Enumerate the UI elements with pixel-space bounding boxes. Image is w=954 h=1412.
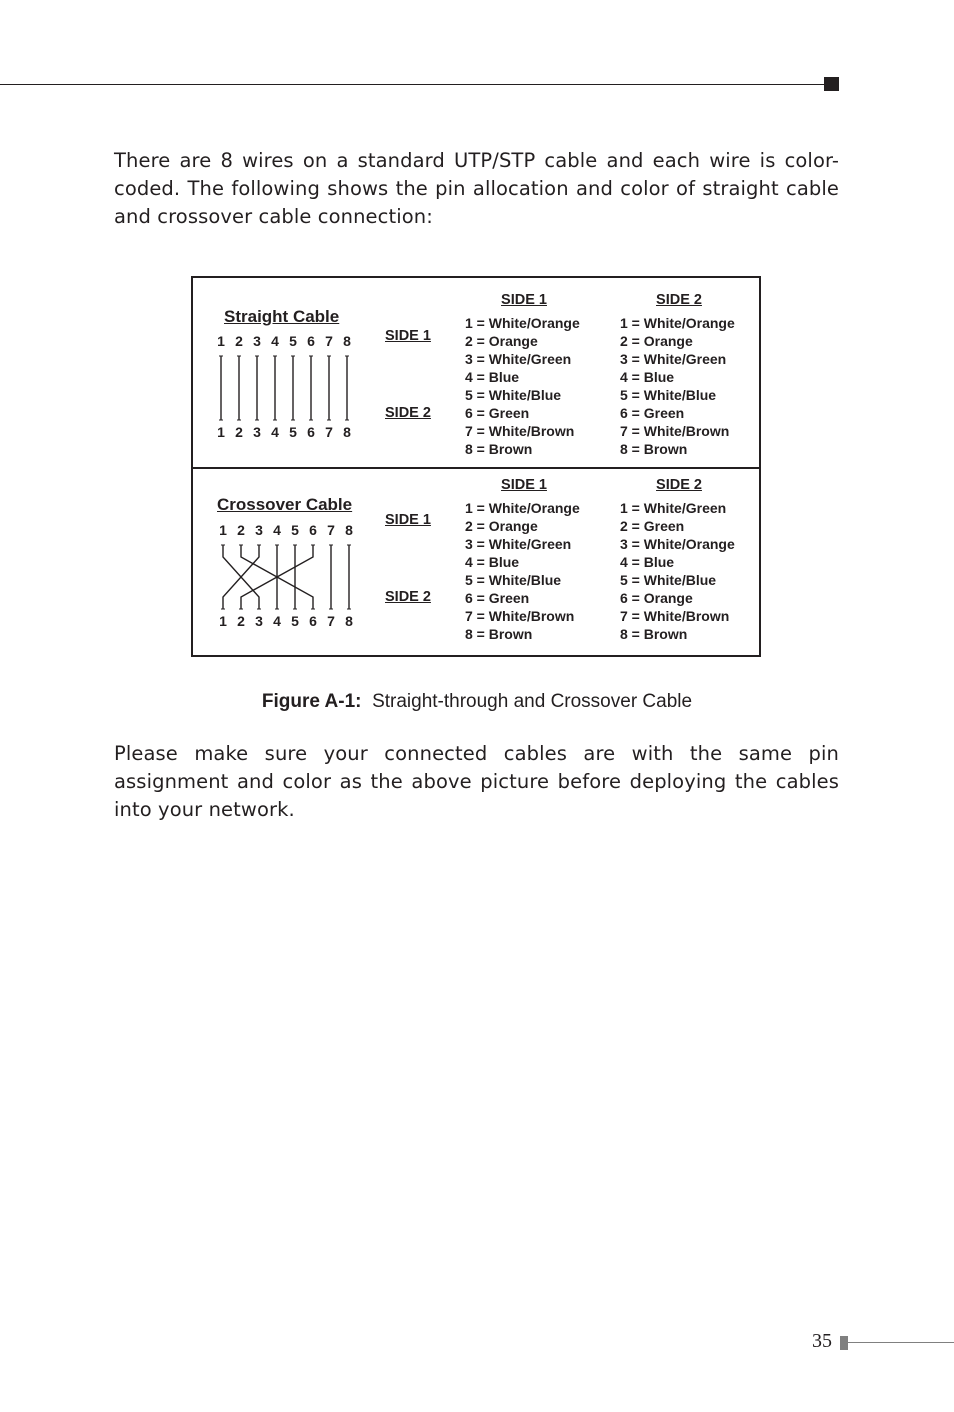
crossover-bottom-pin-5: 5	[291, 613, 299, 629]
straight-top-pin-4: 4	[271, 333, 279, 349]
pin-entry: 2 = Green	[620, 518, 685, 534]
pin-entry: 6 = Green	[465, 405, 530, 421]
header-rule	[0, 84, 828, 85]
pin-entry: 7 = White/Brown	[465, 608, 575, 624]
crossover-cable-title: Crossover Cable	[217, 495, 353, 514]
straight-side1-pin-list	[465, 314, 580, 458]
pin-entry: 3 = White/Green	[620, 351, 727, 367]
pin-entry: 8 = Brown	[465, 441, 533, 457]
intro-paragraph: There are 8 wires on a standard UTP/STP cable and each wire is color-coded. The following shows the pin allocation and color of straight cable and crossover cable connection:	[114, 149, 839, 228]
crossover-top-pin-8: 8	[345, 522, 353, 538]
straight-wiring-diagram	[211, 334, 371, 444]
straight-top-pin-8: 8	[343, 333, 351, 349]
straight-top-pin-2: 2	[235, 333, 243, 349]
crossover-top-pin-6: 6	[309, 522, 317, 538]
straight-side2-pin-list	[620, 314, 735, 458]
pin-entry: 7 = White/Brown	[620, 608, 730, 624]
caption-text: Straight-through and Crossover Cable	[372, 691, 693, 712]
pin-entry: 2 = Orange	[620, 333, 693, 349]
pin-entry: 3 = White/Orange	[620, 536, 735, 552]
header-square-marker	[824, 77, 839, 91]
pin-entry: 5 = White/Blue	[620, 387, 717, 403]
crossover-wiring-diagram	[213, 523, 373, 633]
figure-caption	[0, 691, 954, 713]
crossover-side1-pin-list	[465, 499, 580, 643]
straight-bottom-pin-3: 3	[253, 424, 261, 440]
pin-entry: 6 = Orange	[620, 590, 693, 606]
pin-entry: 1 = White/Green	[620, 500, 727, 516]
pin-entry: 3 = White/Green	[465, 536, 572, 552]
crossover-bottom-pin-1: 1	[219, 613, 227, 629]
pin-entry: 5 = White/Blue	[620, 572, 717, 588]
panel-divider	[193, 467, 759, 469]
pin-entry: 6 = Green	[620, 405, 685, 421]
crossover-top-pin-1: 1	[219, 522, 227, 538]
straight-side2-label: SIDE 2	[385, 405, 431, 421]
caption-label: Figure A-1:	[261, 691, 362, 712]
straight-bottom-pin-8: 8	[343, 424, 351, 440]
straight-bottom-pin-7: 7	[325, 424, 333, 440]
straight-bottom-pin-4: 4	[271, 424, 279, 440]
pin-entry: 7 = White/Brown	[620, 423, 730, 439]
crossover-bottom-pin-4: 4	[273, 613, 281, 629]
crossover-top-pin-5: 5	[291, 522, 299, 538]
crossover-bottom-pin-2: 2	[237, 613, 245, 629]
pin-entry: 8 = Brown	[620, 626, 688, 642]
footer-rule	[848, 1342, 954, 1343]
straight-bottom-pin-6: 6	[307, 424, 315, 440]
crossover-top-pin-2: 2	[237, 522, 245, 538]
page-number: 35	[812, 1330, 832, 1352]
pin-entry: 4 = Blue	[620, 369, 675, 385]
crossover-side1-label: SIDE 1	[385, 512, 431, 528]
straight-cable-title: Straight Cable	[224, 307, 340, 326]
closing-paragraph: Please make sure your connected cables are with the same pin assignment and color as the above picture before deploying the cables into your network.	[114, 742, 839, 821]
crossover-col2-heading: SIDE 2	[656, 477, 702, 493]
pin-entry: 1 = White/Orange	[465, 315, 580, 331]
straight-col1-heading: SIDE 1	[501, 292, 547, 308]
crossover-top-pin-7: 7	[327, 522, 335, 538]
pin-entry: 2 = Orange	[465, 518, 538, 534]
pin-entry: 5 = White/Blue	[465, 387, 562, 403]
crossover-bottom-pin-7: 7	[327, 613, 335, 629]
straight-bottom-pin-5: 5	[289, 424, 297, 440]
pin-entry: 7 = White/Brown	[465, 423, 575, 439]
pin-entry: 4 = Blue	[620, 554, 675, 570]
crossover-top-pin-3: 3	[255, 522, 263, 538]
pin-entry: 6 = Green	[465, 590, 530, 606]
pin-entry: 8 = Brown	[620, 441, 688, 457]
pin-entry: 8 = Brown	[465, 626, 533, 642]
straight-top-pin-6: 6	[307, 333, 315, 349]
crossover-side2-pin-list	[620, 499, 735, 643]
pin-entry: 1 = White/Orange	[465, 500, 580, 516]
pin-entry: 3 = White/Green	[465, 351, 572, 367]
straight-side1-label: SIDE 1	[385, 328, 431, 344]
pin-entry: 5 = White/Blue	[465, 572, 562, 588]
pin-entry: 1 = White/Orange	[620, 315, 735, 331]
straight-top-pin-7: 7	[325, 333, 333, 349]
crossover-top-pin-4: 4	[273, 522, 281, 538]
crossover-col1-heading: SIDE 1	[501, 477, 547, 493]
pin-entry: 4 = Blue	[465, 554, 520, 570]
straight-top-pin-1: 1	[217, 333, 225, 349]
straight-top-pin-5: 5	[289, 333, 297, 349]
straight-top-pin-3: 3	[253, 333, 261, 349]
crossover-bottom-pin-8: 8	[345, 613, 353, 629]
straight-bottom-pin-2: 2	[235, 424, 243, 440]
cable-figure	[191, 276, 761, 657]
straight-col2-heading: SIDE 2	[656, 292, 702, 308]
pin-entry: 2 = Orange	[465, 333, 538, 349]
pin-entry: 4 = Blue	[465, 369, 520, 385]
crossover-side2-label: SIDE 2	[385, 589, 431, 605]
straight-bottom-pin-1: 1	[217, 424, 225, 440]
crossover-bottom-pin-6: 6	[309, 613, 317, 629]
footer-square-marker	[840, 1336, 848, 1350]
crossover-bottom-pin-3: 3	[255, 613, 263, 629]
